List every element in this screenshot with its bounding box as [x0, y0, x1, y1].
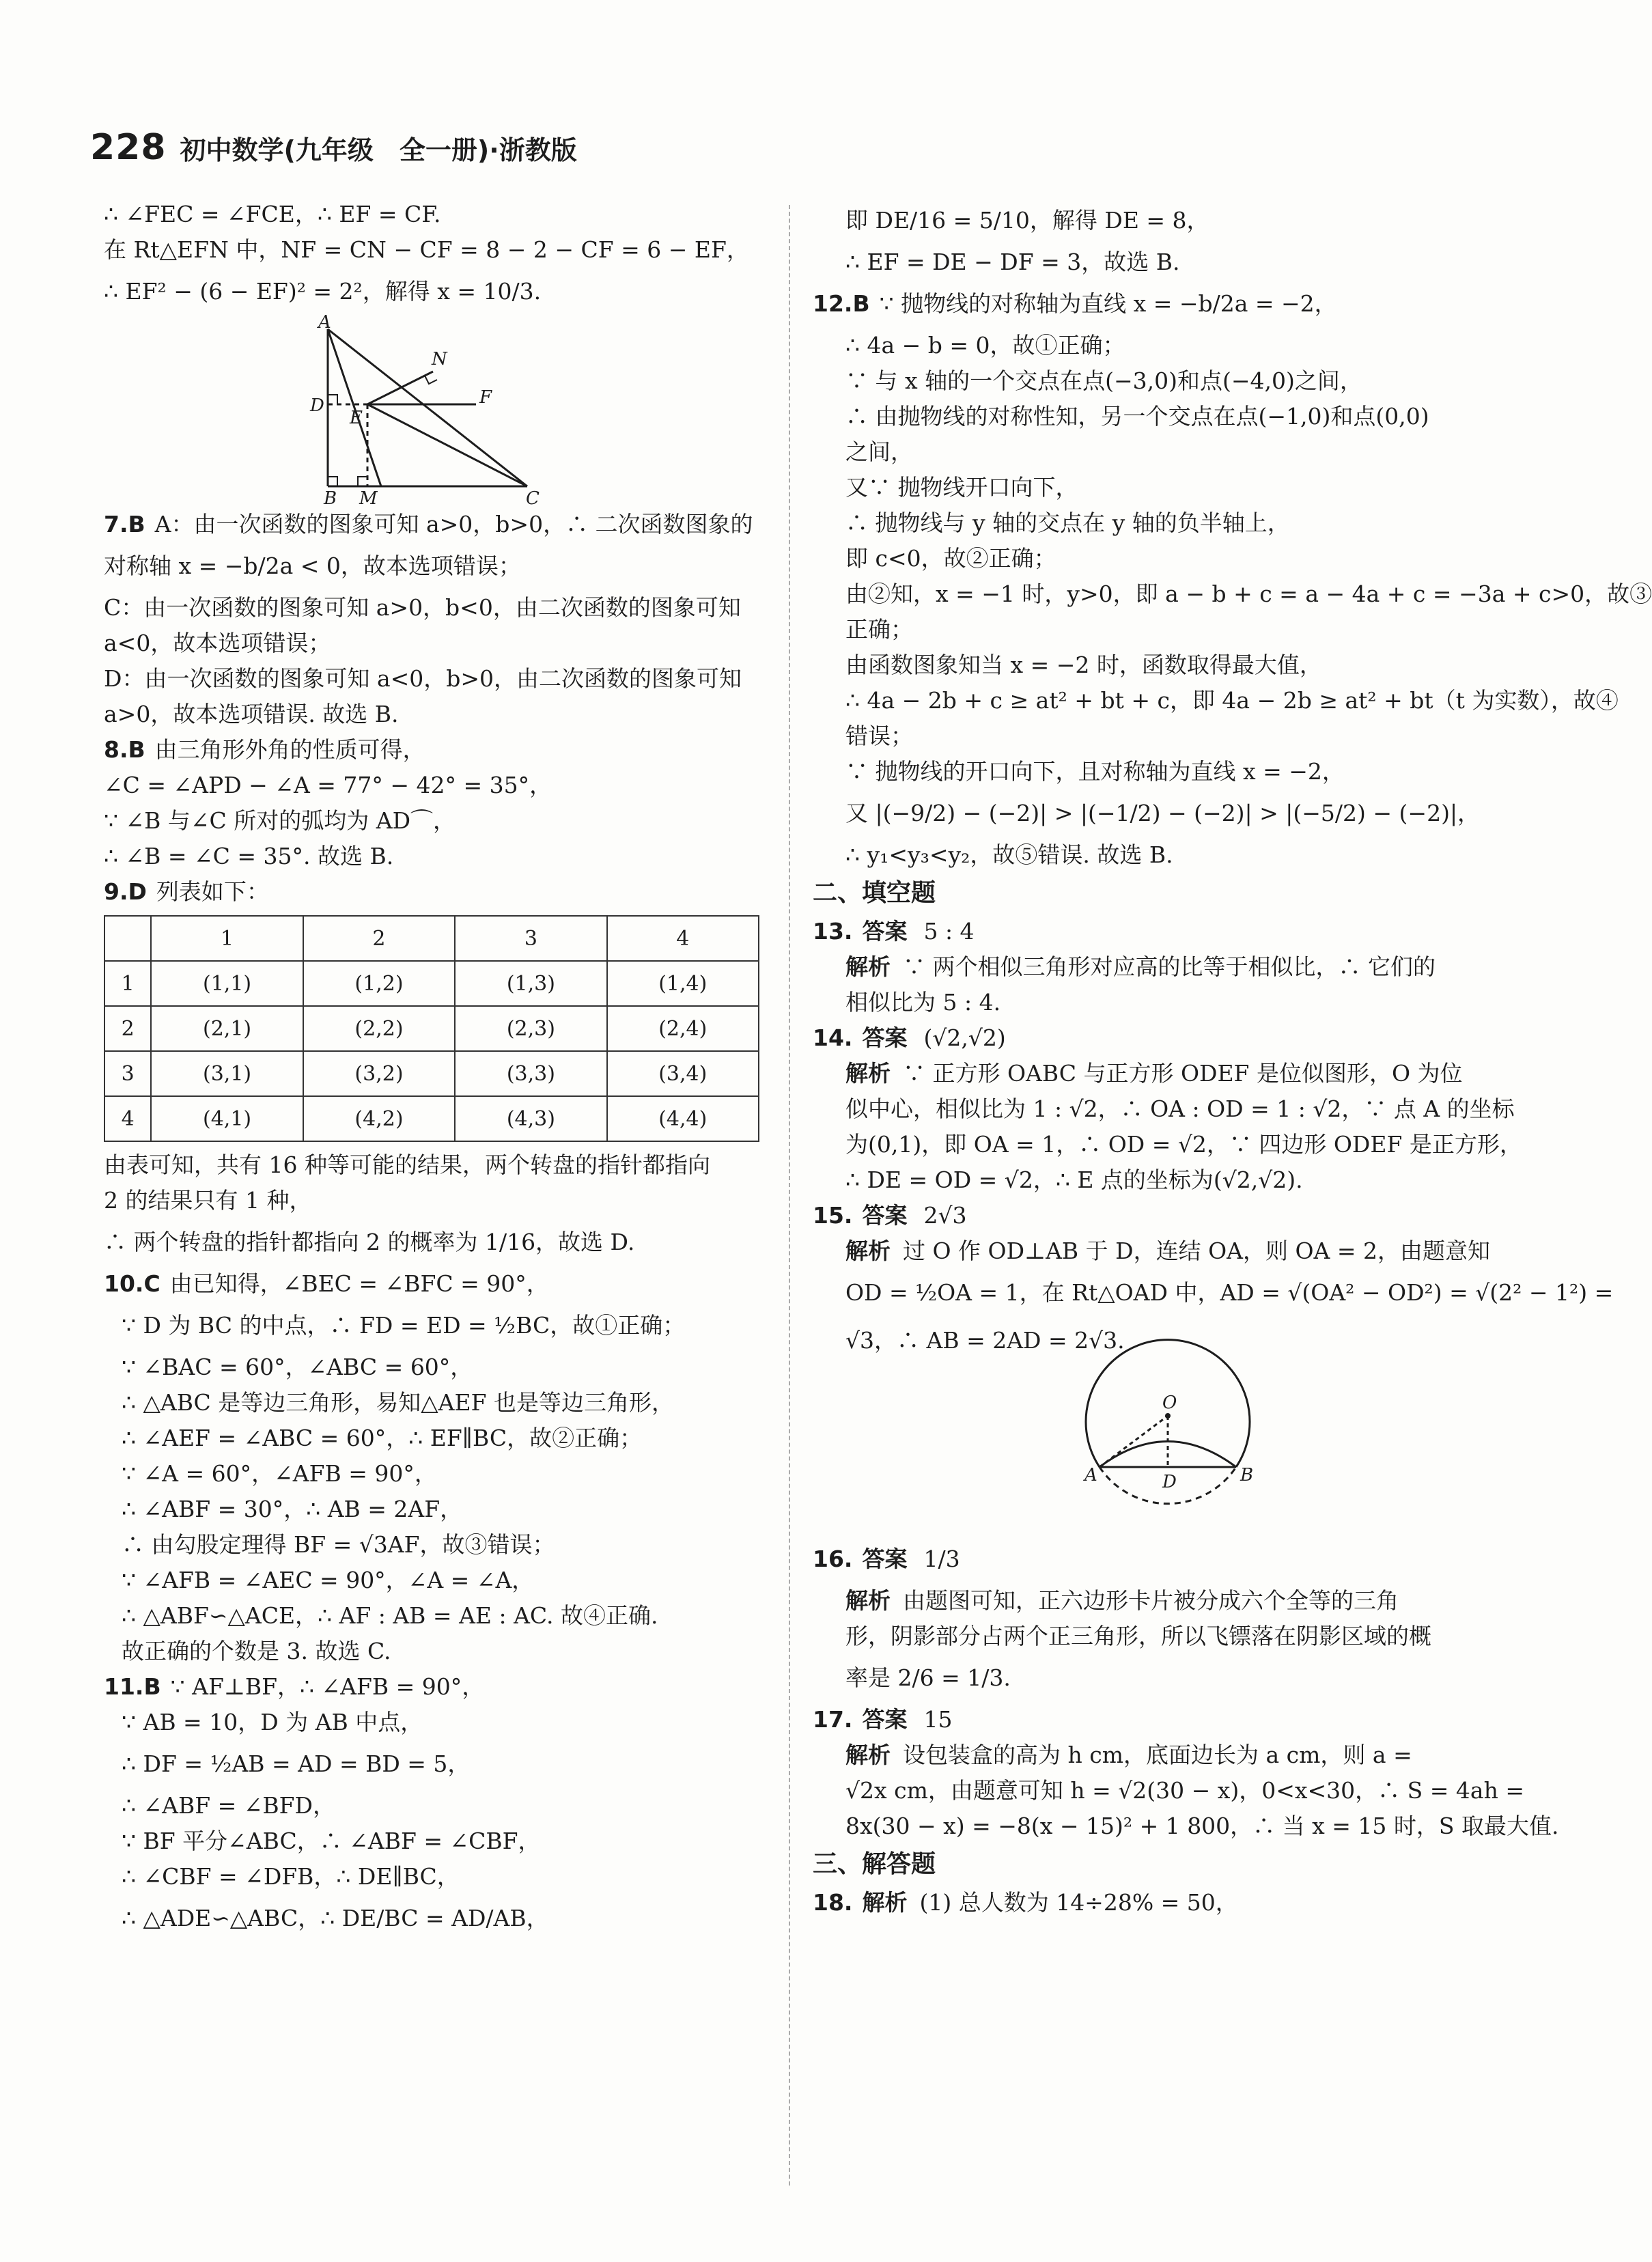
table-cell: (2,4): [607, 1006, 759, 1051]
text-line: ∴ ∠B = ∠C = 35°. 故选 B.: [104, 843, 394, 869]
right-column: [813, 197, 1652, 1921]
answer-value: 15: [923, 1706, 953, 1733]
left-column: [104, 197, 766, 1942]
text-line: [813, 1885, 1471, 1921]
text-line: [104, 507, 766, 542]
label-E: E: [350, 408, 363, 428]
table-row: [104, 1006, 759, 1051]
label-A: A: [318, 312, 331, 333]
text-line: 在 Rt△EFN 中，NF = CN − CF = 8 − 2 − CF = 6 − EF，: [104, 236, 749, 263]
text-span: ∵ AF⊥BF，∴ ∠AFB = 90°，: [170, 1673, 485, 1700]
triangle-diagram: [309, 312, 718, 509]
text-span: A：由一次函数的图象可知 a>0，b>0，∴ 二次函数图象的: [154, 511, 753, 537]
table-cell: 3: [104, 1051, 151, 1096]
table-cell: 1: [104, 961, 151, 1006]
text-line: 即 DE/16 = 5/10，解得 DE = 8，: [845, 207, 1209, 234]
text-line: 由②知，x = −1 时，y>0，即 a − b + c = a − 4a + c = −3a + c>0，故③: [845, 581, 1652, 607]
table-row: [104, 961, 759, 1006]
table-cell: (3,2): [303, 1051, 455, 1096]
label-D: D: [1162, 1472, 1177, 1492]
text-line: [813, 1020, 1471, 1056]
answer-label: 答案: [862, 1706, 908, 1733]
table-cell: (1,3): [455, 961, 606, 1006]
table-cell: (4,3): [455, 1096, 606, 1141]
text-line: [813, 1233, 1490, 1269]
table-cell: (4,1): [151, 1096, 303, 1141]
question-number: 15.: [813, 1202, 853, 1229]
text-line: ∵ BF 平分∠ABC，∴ ∠ABF = ∠CBF，: [122, 1828, 541, 1854]
question-number: 13.: [813, 918, 853, 945]
table-cell: (3,4): [607, 1051, 759, 1096]
table-cell: (1,2): [303, 961, 455, 1006]
page-header: [90, 127, 577, 168]
text-line: ∴ △ABF∽△ACE，∴ AF : AB = AE : AC. 故④正确.: [122, 1602, 658, 1629]
text-line: 相似比为 5 : 4.: [845, 989, 1001, 1016]
column-divider: [789, 205, 790, 2186]
label-A: A: [1084, 1465, 1097, 1485]
text-line: ∴ 由勾股定理得 BF = √3AF，故③错误；: [122, 1531, 555, 1558]
label-B: B: [324, 488, 337, 509]
text-span: ∵ 两个相似三角形对应高的比等于相似比，∴ 它们的: [903, 953, 1436, 980]
text-line: 8x(30 − x) = −8(x − 15)² + 1 800，∴ 当 x = 15 时，S 取最大值.: [845, 1813, 1559, 1839]
table-cell: (2,3): [455, 1006, 606, 1051]
text-line: ∵ 与 x 轴的一个交点在点(−3,0)和点(−4,0)之间，: [845, 367, 1362, 394]
question-number: 18.: [813, 1889, 853, 1916]
question-number: 12.B: [813, 290, 870, 317]
text-line: ∴ EF² − (6 − EF)² = 2²，解得 x = 10/3.: [104, 278, 542, 305]
table-row: [104, 1051, 759, 1096]
answer-label: 答案: [862, 918, 908, 945]
text-line: ∴ ∠FEC = ∠FCE，∴ EF = CF.: [104, 201, 441, 227]
table-cell: 3: [455, 916, 606, 961]
text-line: 由函数图象知当 x = −2 时，函数取得最大值，: [845, 652, 1322, 678]
table-cell: (3,1): [151, 1051, 303, 1096]
text-line: ∵ ∠BAC = 60°，∠ABC = 60°，: [122, 1354, 473, 1380]
text-line: [813, 949, 1471, 985]
text-line: [813, 280, 1471, 328]
text-span: 由题图可知，正六边形卡片被分成六个全等的三角: [903, 1587, 1399, 1614]
text-line: ∵ ∠B 与∠C 所对的弧均为 AD⌒，: [104, 807, 456, 834]
text-line: [104, 874, 766, 910]
text-line: a<0，故本选项错误；: [104, 630, 331, 656]
question-number: 8.B: [104, 736, 145, 763]
text-span: 列表如下：: [156, 878, 269, 905]
circle-figure: [813, 1365, 1471, 1535]
table-cell: (2,2): [303, 1006, 455, 1051]
text-line: 即 c<0，故②正确；: [845, 545, 1056, 572]
text-line: a>0，故本选项错误. 故选 B.: [104, 701, 399, 727]
text-line: ∵ ∠AFB = ∠AEC = 90°，∠A = ∠A，: [122, 1567, 535, 1593]
text-span: 由三角形外角的性质可得，: [154, 736, 425, 763]
text-line: ∵ AB = 10，D 为 AB 中点，: [122, 1709, 423, 1735]
text-span: 设包装盒的高为 h cm，底面边长为 a cm，则 a =: [903, 1742, 1412, 1768]
section-heading: 二、填空题: [813, 879, 936, 907]
text-span: ∵ 正方形 OABC 与正方形 ODEF 是位似图形，O 为位: [903, 1060, 1463, 1087]
table-row: [104, 1096, 759, 1141]
text-line: ∠C = ∠APD − ∠A = 77° − 42° = 35°，: [104, 772, 552, 798]
text-line: ∴ ∠ABF = ∠BFD，: [122, 1792, 336, 1819]
text-line: 由表可知，共有 16 种等可能的结果，两个转盘的指针都指向: [104, 1151, 710, 1178]
table-cell: (4,4): [607, 1096, 759, 1141]
question-number: 11.B: [104, 1673, 161, 1700]
answer-label: 答案: [862, 1202, 908, 1229]
table-cell: 4: [607, 916, 759, 961]
table-cell: 2: [104, 1006, 151, 1051]
text-line: ∴ △ABC 是等边三角形，易知△AEF 也是等边三角形，: [122, 1389, 674, 1416]
text-line: 又 |(−9/2) − (−2)| > |(−1/2) − (−2)| > |(−5/2) − (−2)|，: [845, 800, 1481, 826]
text-line: [813, 1535, 1471, 1583]
analysis-label: 解析: [845, 1742, 891, 1768]
table-cell: 1: [151, 916, 303, 961]
table-header-row: [104, 916, 759, 961]
label-O: O: [1162, 1393, 1177, 1413]
text-line: 率是 2/6 = 1/3.: [845, 1664, 1011, 1691]
book-title: 初中数学(九年级 全一册)·浙教版: [180, 135, 577, 165]
text-span: 由已知得，∠BEC = ∠BFC = 90°，: [169, 1270, 549, 1297]
label-F: F: [479, 387, 492, 408]
text-line: ∴ EF = DE − DF = 3，故选 B.: [845, 249, 1180, 275]
text-line: C：由一次函数的图象可知 a>0，b<0，由二次函数的图象可知: [104, 594, 741, 621]
text-line: [813, 914, 1471, 949]
text-line: 错误；: [845, 723, 913, 749]
analysis-label: 解析: [845, 953, 891, 980]
text-line: 之间，: [845, 438, 913, 465]
text-line: ∴ 由抛物线的对称性知，另一个交点在点(−1,0)和点(0,0): [845, 403, 1429, 430]
label-B: B: [1240, 1465, 1254, 1485]
text-line: 形，阴影部分占两个正三角形，所以飞镖落在阴影区域的概: [845, 1623, 1431, 1649]
question-number: 17.: [813, 1706, 853, 1733]
text-line: ∴ 抛物线与 y 轴的交点在 y 轴的负半轴上，: [845, 509, 1290, 536]
text-span: ∵ 抛物线的对称轴为直线 x = −b/2a = −2，: [879, 290, 1337, 317]
text-line: [104, 1669, 766, 1705]
text-line: ∴ ∠ABF = 30°，∴ AB = 2AF，: [122, 1496, 463, 1522]
analysis-label: 解析: [862, 1889, 908, 1916]
text-line: ∴ 4a − b = 0，故①正确；: [845, 332, 1125, 359]
question-number: 9.D: [104, 878, 147, 905]
table-cell: (2,1): [151, 1006, 303, 1051]
question-number: 10.C: [104, 1270, 160, 1297]
question-number: 14.: [813, 1024, 853, 1051]
text-line: [813, 1737, 1471, 1773]
text-line: 为(0,1)，即 OA = 1，∴ OD = √2，∵ 四边形 ODEF 是正方形，: [845, 1131, 1522, 1158]
text-line: 又∵ 抛物线开口向下，: [845, 474, 1078, 501]
label-D: D: [310, 395, 324, 416]
text-line: ∴ 两个转盘的指针都指向 2 的概率为 1/16，故选 D.: [104, 1229, 635, 1255]
text-line: D：由一次函数的图象可知 a<0，b>0，由二次函数的图象可知: [104, 665, 742, 692]
question-number: 16.: [813, 1546, 853, 1572]
text-line: [813, 1702, 1471, 1737]
text-line: [104, 1266, 766, 1302]
text-line: ∵ ∠A = 60°，∠AFB = 90°，: [122, 1460, 437, 1487]
text-line: 正确；: [845, 616, 913, 643]
triangle-figure: [104, 312, 766, 509]
label-C: C: [526, 488, 540, 509]
text-line: 2 的结果只有 1 种，: [104, 1187, 312, 1214]
table-cell: 4: [104, 1096, 151, 1141]
text-line: ∴ DF = ½AB = AD = BD = 5，: [122, 1750, 471, 1777]
answer-value: 1/3: [923, 1546, 960, 1572]
answer-label: 答案: [862, 1024, 908, 1051]
text-line: ∴ 4a − 2b + c ≥ at² + bt + c，即 4a − 2b ≥ at² + bt（t 为实数），故④: [845, 687, 1619, 714]
text-line: ∴ DE = OD = √2，∴ E 点的坐标为(√2,√2).: [845, 1167, 1303, 1193]
text-line: ∴ ∠AEF = ∠ABC = 60°，∴ EF∥BC，故②正确；: [122, 1425, 643, 1451]
answer-value: 2√3: [923, 1202, 967, 1229]
text-line: ∵ 抛物线的开口向下，且对称轴为直线 x = −2，: [845, 758, 1345, 785]
answer-value: 5 : 4: [923, 918, 975, 945]
analysis-label: 解析: [845, 1587, 891, 1614]
answer-value: (√2,√2): [923, 1024, 1006, 1051]
section-heading: 三、解答题: [813, 1850, 936, 1878]
text-line: [813, 1056, 1471, 1091]
text-line: ∴ y₁<y₃<y₂，故⑤错误. 故选 B.: [845, 841, 1173, 868]
text-line: √2x cm，由题意可知 h = √2(30 − x)，0<x<30，∴ S = 4ah =: [845, 1777, 1524, 1804]
table-cell: [104, 916, 151, 961]
answer-label: 答案: [862, 1546, 908, 1572]
analysis-label: 解析: [845, 1238, 891, 1264]
text-line: 对称轴 x = −b/2a < 0，故本选项错误；: [104, 553, 521, 579]
text-line: ∴ △ADE∽△ABC，∴ DE/BC = AD/AB，: [122, 1905, 549, 1931]
table-cell: (3,3): [455, 1051, 606, 1096]
text-line: [104, 732, 766, 768]
text-line: ∵ D 为 BC 的中点，∴ FD = ED = ½BC，故①正确；: [122, 1312, 686, 1339]
text-span: 过 O 作 OD⊥AB 于 D，连结 OA，则 OA = 2，由题意知: [903, 1238, 1490, 1264]
text-line: 故正确的个数是 3. 故选 C.: [122, 1638, 391, 1664]
text-line: ∴ ∠CBF = ∠DFB，∴ DE∥BC，: [122, 1863, 460, 1890]
text-line: [813, 1583, 1471, 1619]
text-line: 似中心，相似比为 1 : √2，∴ OA : OD = 1 : √2，∵ 点 A 的坐标: [845, 1095, 1515, 1122]
table-cell: (1,1): [151, 961, 303, 1006]
table-cell: 2: [303, 916, 455, 961]
circle-diagram: [1079, 1365, 1284, 1535]
question-number: 7.B: [104, 511, 145, 537]
table-cell: (1,4): [607, 961, 759, 1006]
table-cell: (4,2): [303, 1096, 455, 1141]
label-M: M: [359, 488, 378, 509]
label-N: N: [432, 349, 447, 369]
text-line: OD = ½OA = 1，在 Rt△OAD 中，AD = √(OA² − OD²) = √(2² − 1²) =: [845, 1279, 1614, 1306]
text-line: [813, 1198, 1471, 1233]
page-number: 228: [90, 127, 167, 168]
text-line: √3，∴ AB = 2AD = 2√3.: [845, 1327, 1125, 1354]
outcome-table: [104, 915, 759, 1142]
analysis-label: 解析: [845, 1060, 891, 1087]
text-span: (1) 总人数为 14÷28% = 50，: [919, 1889, 1238, 1916]
